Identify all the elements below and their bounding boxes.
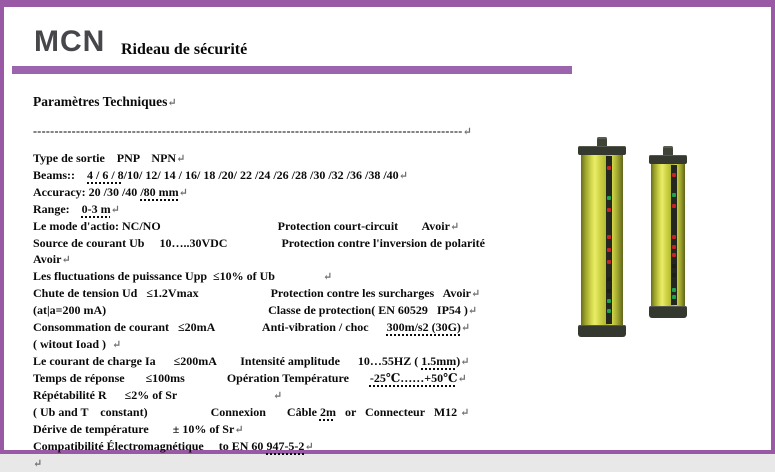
green-led-indicator <box>607 299 611 303</box>
paragraph-mark: ↵ <box>449 221 460 233</box>
spec-line: ( witout Ioad ) ↵ <box>33 337 122 351</box>
section-title <box>33 93 563 112</box>
red-led-indicator <box>607 166 611 170</box>
paragraph-mark: ↵ <box>457 373 467 385</box>
spec-line: Temps de réponse ≤100ms Opération Température -25℃……+50℃↵ <box>33 371 467 385</box>
spec-line: Chute de tension Ud ≤1.2Vmax Protection contre les surcharges Avoir↵ <box>33 286 481 300</box>
paragraph-mark: ↵ <box>471 288 481 300</box>
paragraph-mark: ↵ <box>322 271 333 283</box>
red-led-indicator <box>672 253 676 257</box>
paragraph-mark: ↵ <box>398 170 408 182</box>
underlined-value: 4 / 6 / 8 <box>87 168 124 182</box>
green-led-indicator <box>672 193 676 197</box>
spec-line: Beams:: 4 / 6 / 8/10/ 12/ 14 / 16/ 18 /20/ 22 /24 /26 /28 /30 /32 /36 /38 /40↵ <box>33 168 408 182</box>
brand-logo: MCN <box>34 25 106 58</box>
header-rule <box>12 66 572 74</box>
spec-line: Type de sortie PNP NPN↵ <box>33 151 186 165</box>
red-led-indicator <box>672 204 676 208</box>
underlined-value: 1.5mm <box>421 354 457 368</box>
paragraph-mark: ↵ <box>178 187 188 199</box>
paragraph-mark: ↵ <box>234 424 244 436</box>
paragraph-mark: ↵ <box>110 204 120 216</box>
end-cap-bottom <box>578 325 626 337</box>
underlined-value: 0-3 m <box>81 202 111 216</box>
red-led-indicator <box>672 173 676 177</box>
paragraph-mark: ↵ <box>61 254 71 266</box>
spec-line <box>33 455 563 472</box>
underlined-value: -25℃……+50℃ <box>369 371 458 385</box>
paragraph-mark: ↵ <box>460 356 470 368</box>
underlined-value: 2m <box>319 405 336 419</box>
spec-lines <box>33 123 563 472</box>
spec-line: Consommation de courant ≤20mA Anti-vibration / choc 300m/s2 (30G)↵ <box>33 320 471 334</box>
spec-line: Compatibilité Électromagnétique to EN 60 947-5-2↵ <box>33 439 314 453</box>
red-led-indicator <box>607 248 611 252</box>
red-led-indicator <box>607 235 611 239</box>
underlined-value: 947-5-2 <box>266 439 305 453</box>
spec-line: Accuracy: 20 /30 /40 /80 mm↵ <box>33 185 188 199</box>
red-led-indicator <box>607 260 611 264</box>
spec-line: ( Ub and T constant) Connexion Câble 2m or Connecteur M12 ↵ <box>33 405 470 419</box>
green-led-indicator <box>607 196 611 200</box>
spec-line: Avoir↵ <box>33 252 71 266</box>
spec-line: Source de courant Ub 10…..30VDC Protection contre l'inversion de polarité <box>33 236 485 250</box>
paragraph-mark: ↵ <box>112 339 122 351</box>
end-cap-top <box>578 146 626 155</box>
red-led-indicator <box>672 235 676 239</box>
spec-line: Dérive de température ± 10% of Sr↵ <box>33 422 244 436</box>
section-title-text: Paramètres Techniques <box>33 94 168 109</box>
paragraph-mark: ↵ <box>273 390 283 402</box>
spec-line: Répétabilité R ≤2% of Sr ↵ <box>33 388 283 402</box>
paragraph-mark: ↵ <box>33 458 43 470</box>
end-cap-bottom <box>649 306 687 318</box>
end-cap-top <box>649 155 687 164</box>
connector-knob <box>597 137 607 146</box>
document-title: Rideau de sécurité <box>121 41 248 58</box>
paragraph-mark: ↵ <box>462 126 473 138</box>
paragraph-mark: ↵ <box>167 97 177 109</box>
dashed-separator: ----------------------------------------------------------------------------------------------------↵ <box>33 124 473 138</box>
green-led-indicator <box>672 295 676 299</box>
underlined-value: /80 mm <box>140 185 179 199</box>
green-led-indicator <box>672 288 676 292</box>
spec-line: (at|a=200 mA) Classe de protection( EN 60529 IP54 )↵ <box>33 303 478 317</box>
connector-knob <box>663 146 673 155</box>
safety-light-curtain <box>649 146 687 318</box>
paragraph-mark: ↵ <box>460 407 470 419</box>
dark-led-indicator <box>672 273 676 277</box>
dark-led-indicator <box>607 277 611 281</box>
spec-line: Les fluctuations de puissance Upp ≤10% of Ub ↵ <box>33 269 333 283</box>
paragraph-mark: ↵ <box>460 322 471 334</box>
spec-line: Range: 0-3 m↵ <box>33 202 120 216</box>
green-led-indicator <box>607 309 611 313</box>
red-led-indicator <box>607 208 611 212</box>
safety-light-curtain <box>578 137 626 337</box>
underlined-value: 300m/s2 (30G) <box>386 320 461 334</box>
paragraph-mark: ↵ <box>304 441 314 453</box>
spec-line: Le mode d'actio: NC/NO Protection court-circuit Avoir↵ <box>33 219 460 233</box>
dark-led-indicator <box>607 289 611 293</box>
dark-led-indicator <box>672 264 676 268</box>
red-led-indicator <box>672 245 676 249</box>
paragraph-mark: ↵ <box>176 153 186 165</box>
led-strip <box>606 156 612 324</box>
spec-line: Le courant de charge Ia ≤200mA Intensité amplitude 10…55HZ ( 1.5mm)↵ <box>33 354 470 368</box>
spec-content <box>33 93 563 472</box>
curtain-body <box>651 164 684 306</box>
paragraph-mark: ↵ <box>467 305 478 317</box>
curtain-body <box>581 155 623 325</box>
led-strip <box>671 165 677 305</box>
